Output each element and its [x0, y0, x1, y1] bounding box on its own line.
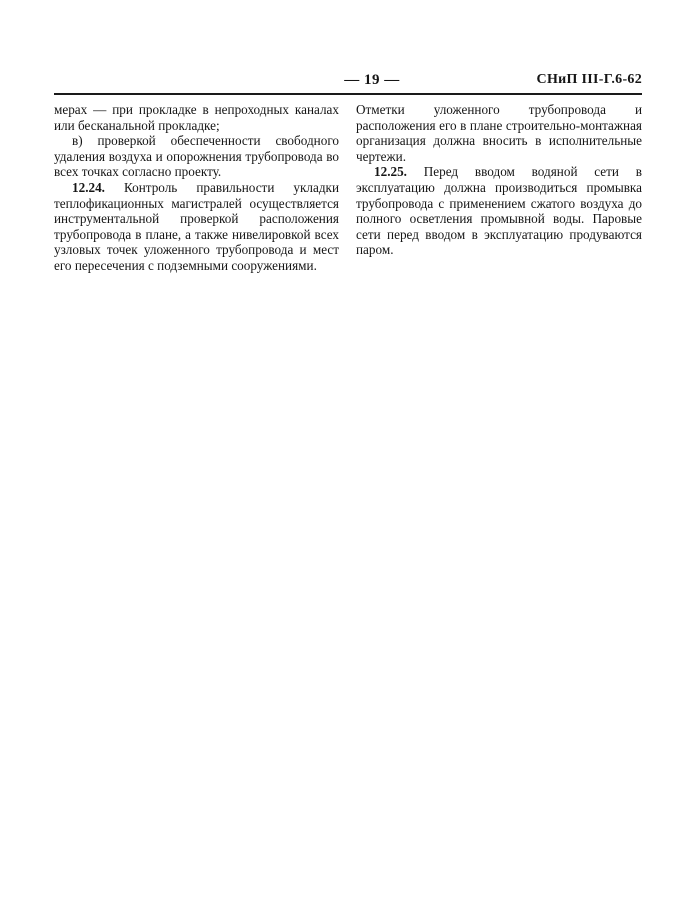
- page-header: [54, 72, 642, 92]
- paragraph-12-25: [356, 164, 642, 258]
- clause-text: Контроль правильности укладки теплофикационных магистралей осуществляется инструментальной проверкой расположения трубопровода в плане, а также нивелировкой всех узловых точек уложенного трубопровода и мест его пересечения с подземными сооружениями.: [54, 179, 339, 273]
- left-column: [54, 102, 339, 274]
- paragraph-12-24: [54, 180, 339, 274]
- paragraph-continued: мерах — при прокладке в непроходных каналах или бесканальной прокладке;: [54, 102, 339, 133]
- page-number: — 19 —: [344, 72, 400, 88]
- clause-text: Перед вводом водяной сети в эксплуатацию должна производиться промывка трубопровода с применением сжатого воздуха до полного осветления промывной воды. Паровые сети перед вводом в эксплуатацию продуваются паром.: [356, 164, 642, 258]
- clause-number: 12.25.: [374, 164, 407, 180]
- header-divider: [54, 93, 642, 95]
- clause-number: 12.24.: [72, 179, 105, 195]
- paragraph-item-v: в) проверкой обеспеченности свободного удаления воздуха и опорожнения трубопровода во всех точках согласно проекту.: [54, 133, 339, 180]
- paragraph-continued-right: Отметки уложенного трубопровода и расположения его в плане строительно-монтажная организация должна вносить в исполнительные чертежи.: [356, 102, 642, 164]
- right-column: [356, 102, 642, 258]
- document-code: СНиП III-Г.6-62: [536, 72, 642, 87]
